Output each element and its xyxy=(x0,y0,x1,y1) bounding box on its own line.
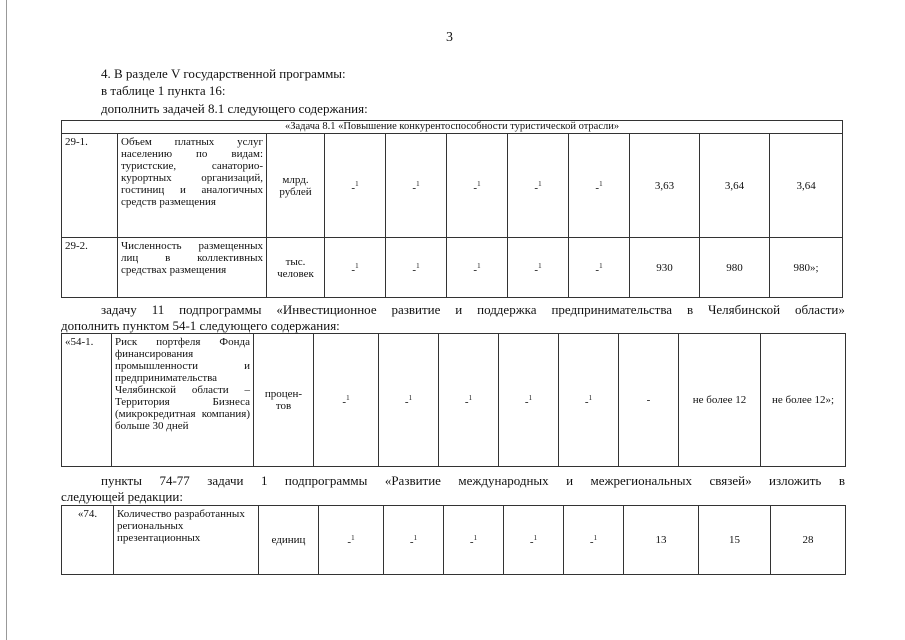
word: в xyxy=(838,473,845,488)
word: межрегиональных xyxy=(590,473,693,488)
dash-cell: -$^1$ xyxy=(325,134,386,238)
table-row xyxy=(62,334,846,467)
value-cell: не более 12»; xyxy=(761,334,846,467)
word: связей» xyxy=(709,473,752,488)
row-unit: тыс. человек xyxy=(267,238,325,298)
dash-cell: -$^1$ xyxy=(569,134,630,238)
table-row xyxy=(62,134,843,238)
value-cell: 15 xyxy=(699,506,771,575)
para3-line-1 xyxy=(101,473,845,488)
row-code: 29-1. xyxy=(62,134,118,238)
word: задачу xyxy=(101,302,137,317)
dash-cell: -$^1$ xyxy=(386,238,447,298)
word: «Инвестиционное xyxy=(276,302,377,317)
row-unit: процен-тов xyxy=(254,334,314,467)
page-edge xyxy=(6,0,7,640)
row-name: Риск портфеля Фонда финансирования промышленности и предпринимательства Челябинской области – Территория Бизнеса (микрокредитная компания) больше 30 дней xyxy=(112,334,254,467)
row-code: «54-1. xyxy=(62,334,112,467)
table-item-54-1 xyxy=(61,333,846,467)
row-unit: млрд. рублей xyxy=(267,134,325,238)
word: 74-77 xyxy=(159,473,190,488)
para2-line-1 xyxy=(101,302,845,317)
word: «Развитие xyxy=(384,473,441,488)
word: задачи xyxy=(207,473,244,488)
word: поддержка xyxy=(477,302,537,317)
row-name: Численность размещенных лиц в коллективных средствах размещения xyxy=(118,238,267,298)
word: развитие xyxy=(391,302,441,317)
table-row xyxy=(62,238,843,298)
word: 11 xyxy=(151,302,165,317)
dash-cell: -$^1$ xyxy=(439,334,499,467)
dash-cell: -$^1$ xyxy=(447,238,508,298)
word: Челябинской xyxy=(707,302,781,317)
word: подпрограммы xyxy=(284,473,368,488)
value-cell: - xyxy=(619,334,679,467)
dash-cell: -$^1$ xyxy=(384,506,444,575)
page-number: 3 xyxy=(446,30,453,45)
row-name: Объем платных услуг населению по видам: туристские, санаторио-курортных организаций, гостиниц и аналогичных средств размещения xyxy=(118,134,267,238)
value-cell: 28 xyxy=(771,506,846,575)
dash-cell: -$^1$ xyxy=(499,334,559,467)
word: и xyxy=(566,473,574,488)
word: изложить xyxy=(769,473,822,488)
para2-line-2: дополнить пунктом 54-1 следующего содержания: xyxy=(61,318,340,333)
value-cell: не более 12 xyxy=(679,334,761,467)
word: предпринимательства xyxy=(551,302,673,317)
dash-cell: -$^1$ xyxy=(325,238,386,298)
value-cell: 3,64 xyxy=(700,134,770,238)
table-item-74 xyxy=(61,505,846,575)
dash-cell: -$^1$ xyxy=(569,238,630,298)
dash-cell: -$^1$ xyxy=(508,238,569,298)
row-code: «74. xyxy=(62,506,114,575)
row-name: Количество разработанных региональных презентационных xyxy=(114,506,259,575)
dash-cell: -$^1$ xyxy=(319,506,384,575)
value-cell: 3,64 xyxy=(770,134,843,238)
task-header: «Задача 8.1 «Повышение конкурентоспособности туристической отрасли» xyxy=(62,121,843,134)
value-cell: 13 xyxy=(624,506,699,575)
dash-cell: -$^1$ xyxy=(314,334,379,467)
word: 1 xyxy=(260,473,268,488)
dash-cell: -$^1$ xyxy=(504,506,564,575)
value-cell: 3,63 xyxy=(630,134,700,238)
dash-cell: -$^1$ xyxy=(508,134,569,238)
word: и xyxy=(455,302,463,317)
row-unit: единиц xyxy=(259,506,319,575)
dash-cell: -$^1$ xyxy=(447,134,508,238)
value-cell: 930 xyxy=(630,238,700,298)
dash-cell: -$^1$ xyxy=(564,506,624,575)
dash-cell: -$^1$ xyxy=(379,334,439,467)
dash-cell: -$^1$ xyxy=(444,506,504,575)
word: подпрограммы xyxy=(179,302,262,317)
value-cell: 980 xyxy=(700,238,770,298)
dash-cell: -$^1$ xyxy=(386,134,447,238)
word: в xyxy=(686,302,694,317)
intro-line-3: дополнить задачей 8.1 следующего содержания: xyxy=(101,101,368,116)
table-row xyxy=(62,506,846,575)
dash-cell: -$^1$ xyxy=(559,334,619,467)
intro-line-2: в таблице 1 пункта 16: xyxy=(101,83,226,98)
para3-line-2: следующей редакции: xyxy=(61,489,183,504)
word: международных xyxy=(458,473,549,488)
table-task-8-1 xyxy=(61,120,843,298)
row-code: 29-2. xyxy=(62,238,118,298)
word: пункты xyxy=(101,473,142,488)
word: области» xyxy=(794,302,845,317)
intro-line-1: 4. В разделе V государственной программы: xyxy=(101,66,346,81)
value-cell: 980»; xyxy=(770,238,843,298)
